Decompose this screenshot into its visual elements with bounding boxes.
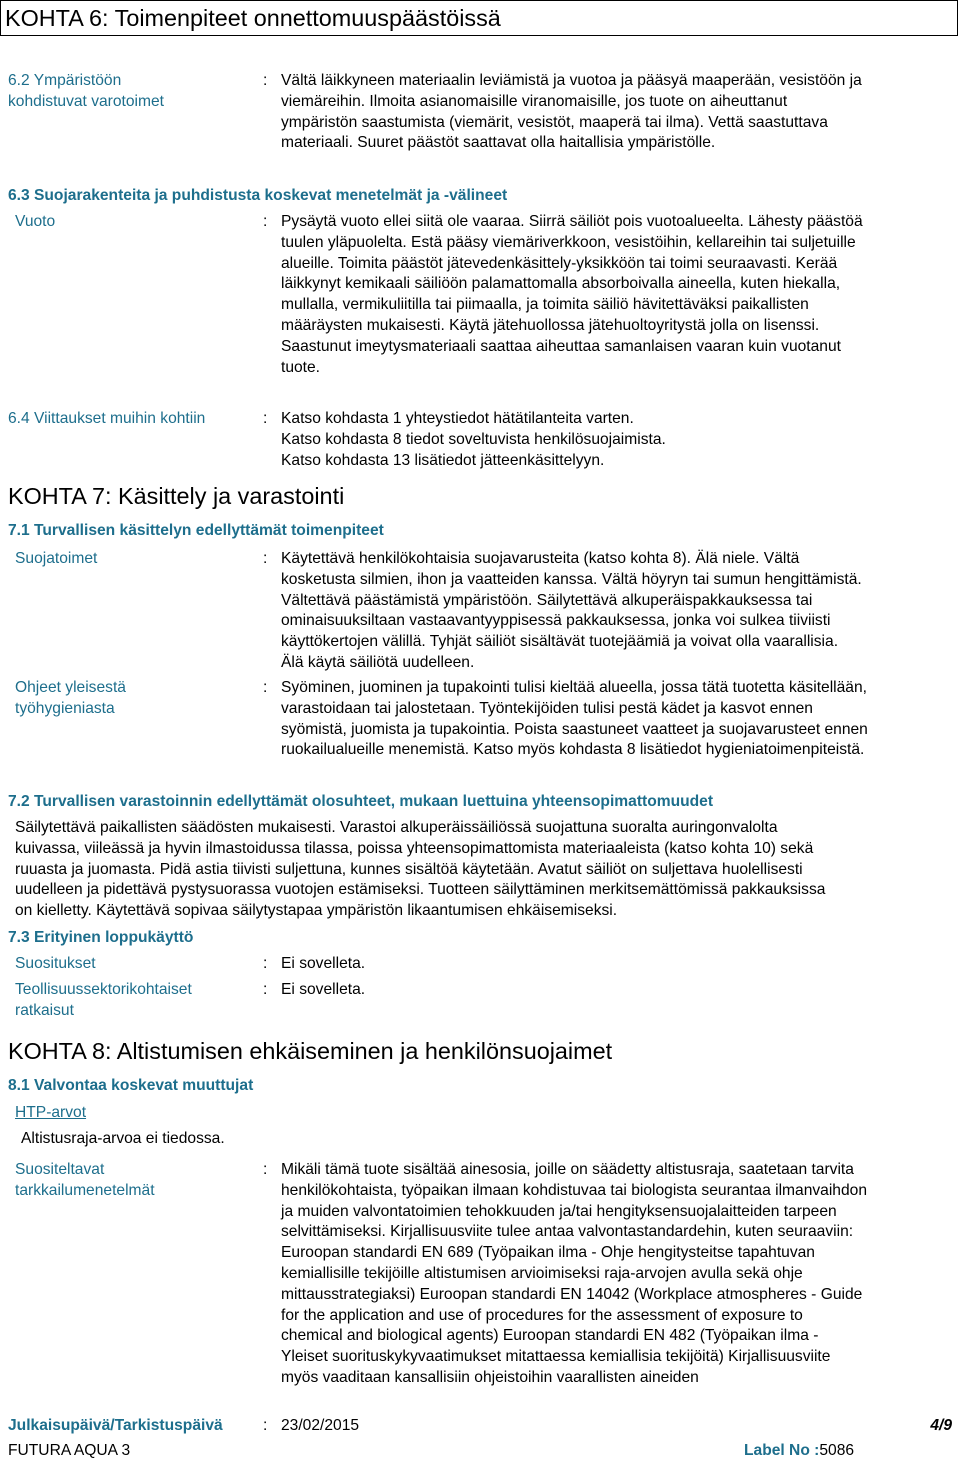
vuoto-text: Pysäytä vuoto ellei siitä ole vaaraa. Siirrä säiliöt pois vuotoalueelta. Lähesty päästöä tuulen yläpuolelta. Estä pääsy viemäriverkkoon, vesistöihin, kellareihin tai suljetuille alueille. Toimita päästöt jätevedenkäsittely-yksikköön tai toimi seuraavasti. Kerää läikkynyt kemikaali säiliöön palamattomalla absorboivalla aineella, kuten hiekalla, mullalla, vermikuliitilla tai piimaalla, ja toimita säiliö hävitettäväksi paikallisten määräysten mukaisesti. Käytä jätehuollossa jätehuoltoyritystä jolla on lisenssi. Saastunut imeytysmateriaali saattaa aiheuttaa samanlaisen vaaran kuin vuotanut tuote. (281, 213, 863, 376)
footer-label-no (744, 1441, 854, 1462)
hygiene-text: Syöminen, juominen ja tupakointi tulisi kieltää alueella, jossa tätä tuotetta käsitellään, varastoidaan tai jalostetaan. Työntekijöiden tulisi pestä kädet ja kasvot ennen syömistä, juomista ja tupakointia. Poista saastuneet vaatteet ja suojavarusteet ennen ruokailualueille menemistä. Katso myös kohdasta 8 lisätiedot hygieniatoimenpiteistä. (281, 679, 868, 759)
footer-product-name: FUTURA AQUA 3 (8, 1442, 131, 1459)
htp-arvot-link: HTP-arvot (15, 1104, 87, 1121)
s7-1-heading: 7.1 Turvallisen käsittelyn edellyttämät toimenpiteet (8, 522, 384, 539)
footer-colon: : (263, 1417, 268, 1434)
suojatoimet-text: Käytettävä henkilökohtaisia suojavarusteita (katso kohta 8). Älä niele. Vältä kosketusta silmien, ihon ja vaatteiden kanssa. Vältä höyryn tai sumun hengittämistä. Vältettävä päästämistä ympäristöön. Säilytettävä alkuperäispakkauksessa tai ominaisuuksiltaan vastaavantyyppisessä pakkauksessa, jonka voi sulkea tiiviisti käyttökertojen välillä. Tyhjät säiliöt sisältävät tuotejäämiä ja voivat olla vaarallisia. Älä käytä säiliötä uudelleen. (281, 550, 862, 671)
s7-3-heading: 7.3 Erityinen loppukäyttö (8, 929, 194, 946)
monitoring-text: Mikäli tämä tuote sisältää ainesosia, joille on säädetty altistusraja, saatetaan tarvita henkilökohtaista, työpaikan ilmaan kohdistuvaa tai biologista seurantaa ilmanvaihdon ja muiden valvontatoimien tehokkuuden ja/tai hengityksensuojalaitteiden tarpeen selvittämiseksi. Kirjallisuusviite tulee antaa valvontastandardehin, kuten seuraaviin: Euroopan standardi EN 689 (Työpaikan ilma - Ohje hengitysteitse tapahtuvan kemiallisille tekijöille altistumisen arvioimiseksi raja-arvojen avulla sekä ohje mittausstrategiaksi) Euroopan standardi EN 14042 (Workplace atmospheres - Guide for the application and use of procedures for the assessment of exposure to chemical and biological agents) Euroopan standardi EN 482 (Työpaikan ilma - Yleiset suorituskykyvaatimukset mitattaessa kemiallisia tekijöitä) Kirjallisuusviite myös vaaditaan kansallisiin ohjeistoihin vaarallisten aineiden (281, 1161, 867, 1386)
section-6-header (0, 0, 958, 36)
s6-2-text: Vältä läikkyneen materiaalin leviämistä ja vuotoa ja pääsyä maaperään, vesistöön ja viemäreihin. Ilmoita asianomaisille viranomaisille, jos tuote on aiheuttanut ympäristön saastumista (viemärit, vesistöt, maaperä tai ilma). Vettä saastuttava materiaali. Suuret päästöt saattavat olla haitallisia ympäristölle. (281, 72, 862, 152)
s6-4-text: Katso kohdasta 1 yhteystiedot hätätilanteita varten. Katso kohdasta 8 tiedot soveltuvista henkilösuojaimista. Katso kohdasta 13 lisätiedot jätteenkäsittelyyn. (281, 410, 666, 469)
suositukset-text: Ei sovelleta. (281, 955, 366, 972)
vuoto-colon: : (263, 213, 268, 230)
s6-4-colon: : (263, 410, 268, 427)
s8-1-heading: 8.1 Valvontaa koskevat muuttujat (8, 1077, 254, 1094)
footer-date-label: Julkaisupäivä/Tarkistuspäivä (8, 1417, 223, 1434)
s6-2-label: 6.2 Ympäristöön kohdistuvat varotoimet (8, 72, 165, 110)
hygiene-colon: : (263, 679, 268, 696)
monitoring-label: Suositeltavat tarkkailumenetelmät (15, 1161, 155, 1199)
section-7-title: KOHTA 7: Käsittely ja varastointi (8, 483, 345, 509)
footer-date-value: 23/02/2015 (281, 1417, 360, 1434)
footer-label-no-label: Label No : (744, 1442, 820, 1459)
s7-2-heading: 7.2 Turvallisen varastoinnin edellyttämät olosuhteet, mukaan luettuina yhteensopimattomuudet (8, 793, 714, 810)
s6-4-label: 6.4 Viittaukset muihin kohtiin (8, 410, 206, 427)
vuoto-label: Vuoto (15, 213, 56, 230)
suositukset-label: Suositukset (15, 955, 96, 972)
monitoring-colon: : (263, 1161, 268, 1178)
s7-2-text: Säilytettävä paikallisten säädösten mukaisesti. Varastoi alkuperäissäiliössä suojattuna suoralta auringonvalolta kuivassa, viileässä ja hyvin ilmastoidussa tilassa, poissa yhteensopimattomista materiaaleista (katso kohta 10) sekä ruuasta ja juomasta. Pidä astia tiivisti suljettuna, kunnes sisältöä käytetään. Avatut säiliöt on suljettava huolellisesti uudelleen ja pidettävä pystysuorassa vuotojen estämiseksi. Tuotteen säilyttäminen merkitsemättömissä pakkauksissa on kielletty. Käytettävä sopivaa säilytystapaa ympäristön likaantumisen ehkäisemiseksi. (15, 819, 826, 920)
s6-3-heading: 6.3 Suojarakenteita ja puhdistusta koskevat menetelmät ja -välineet (8, 187, 508, 204)
footer-page-number: 4/9 (930, 1417, 952, 1434)
suositukset-colon: : (263, 955, 268, 972)
teollisuus-colon: : (263, 981, 268, 998)
hygiene-label: Ohjeet yleisestä työhygieniasta (15, 679, 126, 717)
teollisuus-label: Teollisuussektorikohtaiset ratkaisut (15, 981, 192, 1019)
section-6-title: KOHTA 6: Toimenpiteet onnettomuuspäästöissä (5, 5, 501, 31)
footer-label-no-value: 5086 (819, 1442, 855, 1459)
suojatoimet-colon: : (263, 550, 268, 567)
section-8-title: KOHTA 8: Altistumisen ehkäiseminen ja henkilönsuojaimet (8, 1038, 613, 1064)
suojatoimet-label: Suojatoimet (15, 550, 98, 567)
teollisuus-text: Ei sovelleta. (281, 981, 366, 998)
htp-text: Altistusraja-arvoa ei tiedossa. (21, 1130, 225, 1147)
s6-2-colon: : (263, 72, 268, 89)
